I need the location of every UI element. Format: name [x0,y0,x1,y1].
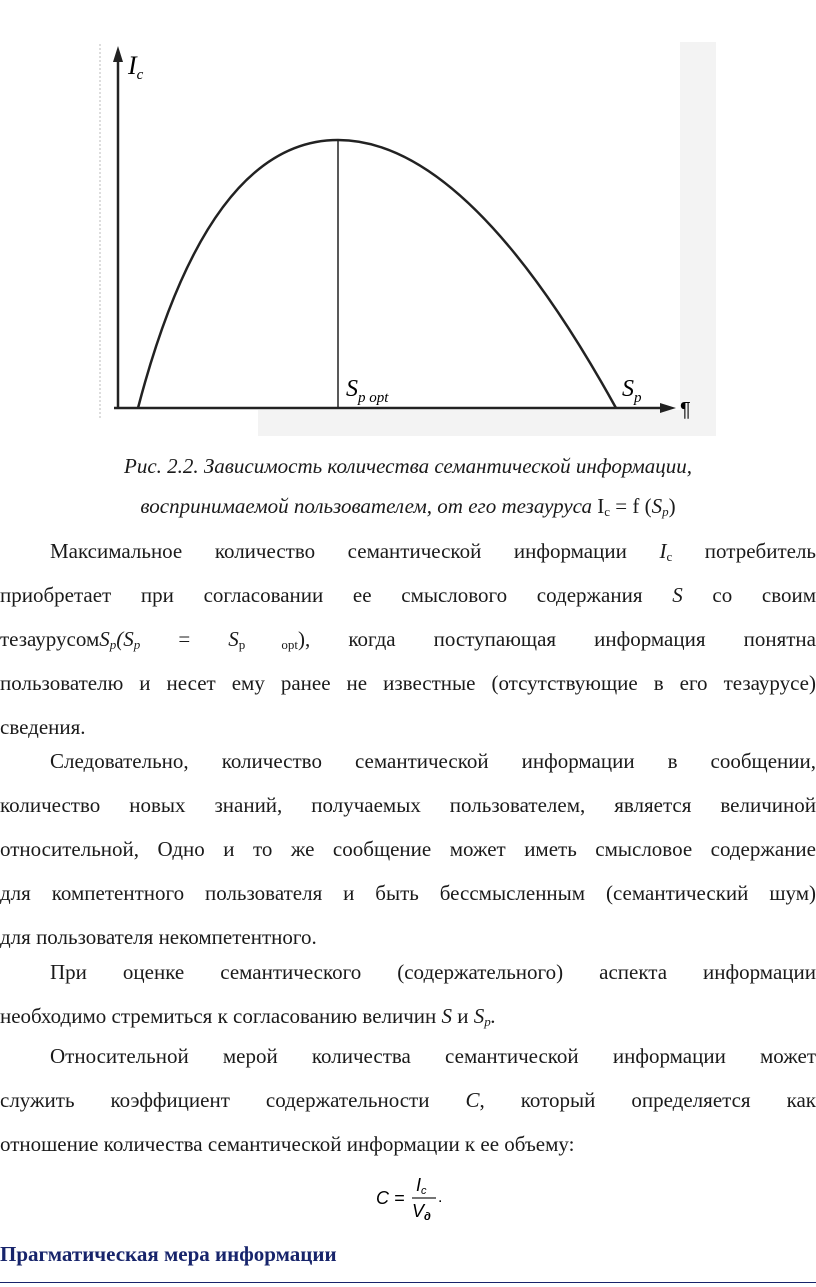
formula-lhs: C = [376,1188,405,1208]
paragraph-content-coefficient [0,1034,816,1166]
paragraph-relativity [0,739,816,959]
p4-line2: служить коэффициент содержательности C, который определяется как [0,1088,816,1112]
formula-denominator: Vд [412,1201,431,1223]
y-axis-label: Ic [128,51,144,83]
heading-underline [0,1282,816,1283]
formula-numerator: Ic [416,1175,427,1197]
p1-line1: Максимальное количество семантической информации $I_c$ потребитель [50,539,816,564]
p3-line1: При оценке семантического (содержательного) аспекта информации [50,960,816,984]
p4-line1: Относительной мерой количества семантической информации может [50,1044,816,1068]
semantic-information-figure [98,40,718,440]
p2-line3: относительной, Одно и то же сообщение может иметь смысловое содержание [0,837,816,861]
p2-line2: количество новых знаний, получаемых пользователем, является величиной [0,793,816,817]
formula-canvas [374,1172,464,1228]
section-heading: Прагматическая мера информации [0,1242,337,1266]
paragraph-semantic-aspect [0,950,816,1038]
figure-caption-line2: воспринимаемой пользователем, от его тезауруса $I_c = f$ $(S_p)$ [140,494,676,519]
scan-margin-bottom [258,410,716,436]
p2-line1: Следовательно, количество семантической информации в сообщении, [50,749,816,773]
p2-line4: для компетентного пользователя и быть бессмысленным (семантический шум) [0,881,816,905]
paragraph-max-semantic-info [0,529,816,749]
p4-line3: отношение количества семантической информации к ее объему: [0,1132,575,1156]
scan-margin [680,42,716,436]
figure-caption-line1: Рис. 2.2. Зависимость количества семантической информации, [124,454,692,478]
p1-line5: сведения. [0,715,86,739]
p1-line4: пользователю и несет ему ранее не известные (отсутствующие в его тезаурусе) [0,671,816,695]
x-axis-label: $S_p$ [622,376,642,406]
figure-canvas [98,40,718,440]
formula-dot: . [438,1189,443,1206]
p3-line2: необходимо стремиться к согласованию величин S и $S_p$. [0,1004,497,1029]
p2-line5: для пользователя некомпетентного. [0,925,317,949]
pilcrow-mark: ¶ [680,399,691,421]
p1-line3: $тезаурусомS_p(S_p = S_{p opt})$, когда поступающая информация понятна [0,627,816,652]
content-coefficient-formula [374,1172,464,1228]
p1-line2: приобретает при согласовании ее смыслового содержания S со своим [0,583,816,607]
optimum-label: $S_{p opt}$ [346,376,389,406]
